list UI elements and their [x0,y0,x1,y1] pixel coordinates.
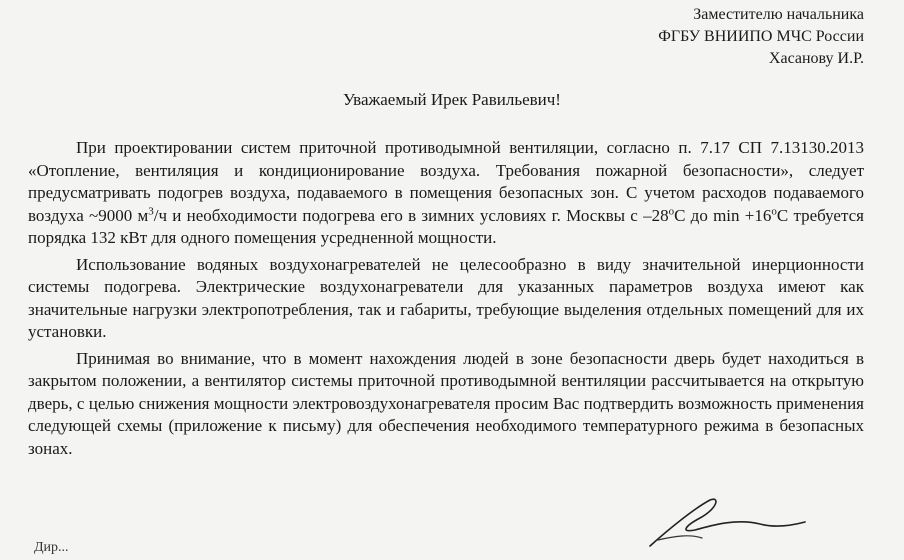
superscript-cubic: 3 [148,204,154,217]
superscript-degree-1: o [668,204,675,217]
paragraph-1 [28,137,864,250]
addressee-name: Хасанову И.Р. [768,50,864,67]
letter-greeting: Уважаемый Ирек Равильевич! [343,90,561,109]
paragraph-2: Использование водяных воздухонагревателей не целесообразно в виду значительной инерционности системы подогрева. Электрические воздухонагреватели для указанных параметров воздуха имеют как значительные нагрузки электропотребления, так и габариты, требующие выделения отдельных помещений для их установки. [28,254,864,341]
paragraph-3: Принимая во внимание, что в момент нахождения людей в зоне безопасности дверь будет находиться в закрытом положении, а вентилятор системы приточной противодымной вентиляции рассчитывается на открытую дверь, с целью снижения мощности электровоздухонагревателя просим Вас подтвердить возможность применения следующей схемы (приложение к письму) для обеспечения необходимого температурного режима в безопасных зонах. [28,348,864,458]
paragraph-1-part-b: /ч и необходимости подогрева его в зимних условиях г. Москвы с –28 [153,205,669,225]
letter-body [28,137,864,464]
handwritten-signature [640,488,810,558]
paragraph-1-part-d: С требуется порядка 132 кВт для одного помещения усредненной мощности. [28,205,864,247]
addressee-block [658,4,864,70]
paragraph-1-part-a: При проектировании систем приточной противодымной вентиляции, согласно п. 7.17 СП 7.13130.2013 «Отопление, вентиляция и кондиционирование воздуха. Требования пожарной безопасности», следует предусматривать подогрев воздуха, подаваемого в помещения безопасных зон. С учетом расходов подаваемого воздуха ~9000 м [28,138,864,225]
superscript-degree-2: o [771,204,777,217]
addressee-organization: ФГБУ ВНИИПО МЧС России [658,28,864,45]
paragraph-1-part-c: С до min +16 [674,205,772,225]
signatory-cutoff: Дир... [34,540,69,555]
addressee-title: Заместителю начальника [693,6,864,23]
